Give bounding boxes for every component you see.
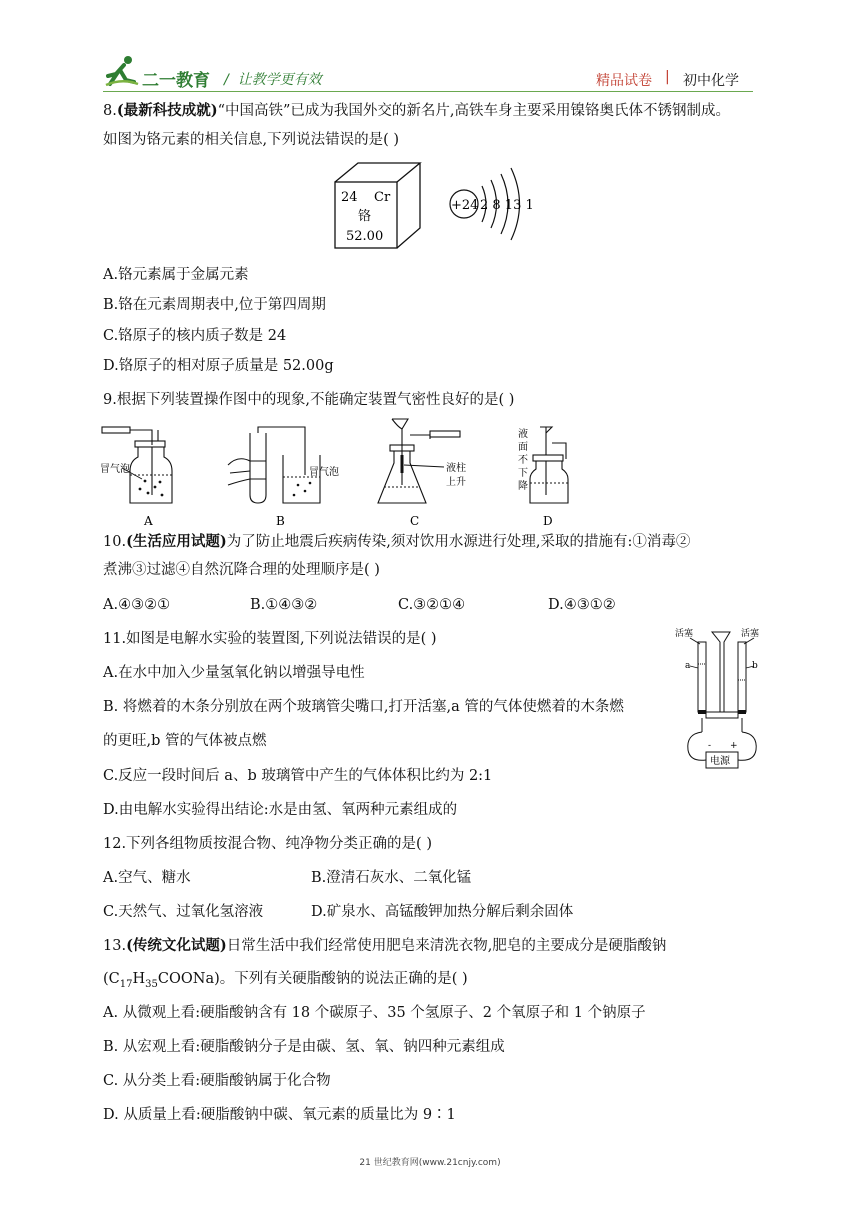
header-rule xyxy=(103,91,753,92)
plus-sign: + xyxy=(730,741,738,751)
header-subject: 初中化学 xyxy=(683,73,739,89)
q10-option-c: C.③②①④ xyxy=(398,597,466,613)
atom-shells: 2 8 13 1 xyxy=(480,198,534,213)
minus-sign: - xyxy=(708,741,712,751)
power-label: 电源 xyxy=(710,756,730,767)
header xyxy=(0,0,860,95)
q13-text: 日常生活中我们经常使用肥皂来清洗衣物,肥皂的主要成分是硬脂酸钠 xyxy=(226,938,667,954)
element-symbol: Cr xyxy=(374,190,391,205)
formula-sub: 35 xyxy=(145,978,158,990)
element-name: 铬 xyxy=(358,209,372,224)
formula-part: H xyxy=(132,971,146,987)
q13-line2 xyxy=(103,970,468,994)
q8-line1 xyxy=(103,102,730,120)
element-number: 24 xyxy=(341,190,358,205)
liquid-rise-label-1: 液柱 xyxy=(446,463,466,474)
valve-right-label: 活塞 xyxy=(741,629,760,639)
q11-option-b: B. 将燃着的木条分别放在两个玻璃管尖嘴口,打开活塞,a 管的气体使燃着的木条燃 xyxy=(103,699,624,715)
caption-d: D xyxy=(543,514,553,528)
q8-option-c: C.铬原子的核内质子数是 24 xyxy=(103,328,287,344)
q10-number: 10. xyxy=(103,534,127,550)
q8-option-a: A.铬元素属于金属元素 xyxy=(103,267,249,283)
atom-structure xyxy=(450,168,534,240)
logo-text: 二一教育 xyxy=(142,71,210,91)
apparatus-d xyxy=(530,427,568,503)
footer: 21 世纪教育网(www.21cnjy.com) xyxy=(359,1158,501,1168)
q12-option-c: C.天然气、过氧化氢溶液 xyxy=(103,904,264,920)
apparatus-b xyxy=(228,427,320,503)
q12-option-d: D.矿泉水、高锰酸钾加热分解后剩余固体 xyxy=(311,904,574,920)
q10-option-d: D.④③①② xyxy=(548,597,616,613)
q13-number: 13. xyxy=(103,938,127,954)
slogan-text: 让教学更有效 xyxy=(237,72,322,88)
d-label-2: 面 xyxy=(518,442,528,453)
q8-option-d: D.铬原子的相对原子质量是 52.00g xyxy=(103,358,334,374)
element-mass: 52.00 xyxy=(346,229,384,244)
q8-text: “中国高铁”已成为我国外交的新名片,高铁车身主要采用镍铬奥氏体不锈钢制成。 xyxy=(217,103,731,119)
caption-b: B xyxy=(276,514,285,528)
q11-option-a: A.在水中加入少量氢氧化钠以增强导电性 xyxy=(103,665,365,681)
apparatus-c xyxy=(378,419,460,503)
q11-option-d: D.由电解水实验得出结论:水是由氢、氧两种元素组成的 xyxy=(103,802,458,818)
q11-option-b-cont: 的更旺,b 管的气体被点燃 xyxy=(103,733,267,749)
caption-c: C xyxy=(410,514,420,528)
formula-sub: 17 xyxy=(119,978,133,990)
q10-option-a: A.④③②① xyxy=(103,597,171,613)
logo-runner-icon xyxy=(104,54,140,88)
q12-question: 12.下列各组物质按混合物、纯净物分类正确的是( ) xyxy=(103,836,432,852)
q10-option-b: B.①④③② xyxy=(250,597,318,613)
q10-line2: 煮沸③过滤④自然沉降合理的处理顺序是( ) xyxy=(103,562,380,578)
d-label-3: 不 xyxy=(518,455,528,466)
bubbles-label-b: 冒气泡 xyxy=(309,467,339,478)
liquid-rise-label-2: 上升 xyxy=(446,477,466,488)
slogan: / 让教学更有效 xyxy=(224,72,322,88)
q8-option-b: B.铬在元素周期表中,位于第四周期 xyxy=(103,297,326,313)
formula-part: (C xyxy=(103,971,120,987)
airtightness-figure xyxy=(100,415,580,530)
q12-option-a: A.空气、糖水 xyxy=(103,870,191,886)
bubbles-label-a: 冒气泡 xyxy=(100,464,130,475)
electrolysis-apparatus xyxy=(688,632,756,768)
header-label: 精品试卷 xyxy=(596,73,652,89)
d-label-5: 降 xyxy=(518,481,528,492)
q13-option-c: C. 从分类上看:硬脂酸钠属于化合物 xyxy=(103,1073,331,1089)
q10-tag: (生活应用试题) xyxy=(126,533,227,550)
q11-question: 11.如图是电解水实验的装置图,下列说法错误的是( ) xyxy=(103,631,437,647)
atom-nucleus: +24 xyxy=(451,198,479,213)
q13-option-a: A. 从微观上看:硬脂酸钠含有 18 个碳原子、35 个氢原子、2 个氧原子和 1 个钠原子 xyxy=(103,1005,646,1021)
q8-line2: 如图为铬元素的相关信息,下列说法错误的是( ) xyxy=(103,132,400,148)
electrolysis-figure xyxy=(672,624,772,774)
valve-left-label: 活塞 xyxy=(675,629,694,639)
q12-option-b: B.澄清石灰水、二氧化锰 xyxy=(311,870,472,886)
q9-question: 9.根据下列装置操作图中的现象,不能确定装置气密性良好的是( ) xyxy=(103,392,515,408)
d-label-4: 下 xyxy=(518,468,528,479)
q13-line1 xyxy=(103,937,666,955)
tube-b-label: b xyxy=(752,661,758,671)
q13-option-d: D. 从质量上看:硬脂酸钠中碳、氧元素的质量比为 9∶1 xyxy=(103,1107,456,1123)
chromium-element-figure xyxy=(330,160,540,255)
tube-a-label: a xyxy=(685,661,691,671)
q13-tag: (传统文化试题) xyxy=(126,937,227,954)
q10-line1 xyxy=(103,533,690,551)
caption-a: A xyxy=(144,514,153,528)
q13-option-b: B. 从宏观上看:硬脂酸钠分子是由碳、氢、氧、钠四种元素组成 xyxy=(103,1039,505,1055)
q11-option-c: C.反应一段时间后 a、b 玻璃管中产生的气体体积比约为 2:1 xyxy=(103,768,493,784)
d-label-1: 液 xyxy=(518,429,528,440)
q8-tag: (最新科技成就) xyxy=(116,102,218,119)
formula-part: COONa)。下列有关硬脂酸钠的说法正确的是( ) xyxy=(157,971,468,987)
q8-number: 8. xyxy=(103,103,117,119)
header-divider: | xyxy=(665,69,670,85)
q10-text: 为了防止地震后疾病传染,须对饮用水源进行处理,采取的措施有:①消毒② xyxy=(226,534,691,550)
